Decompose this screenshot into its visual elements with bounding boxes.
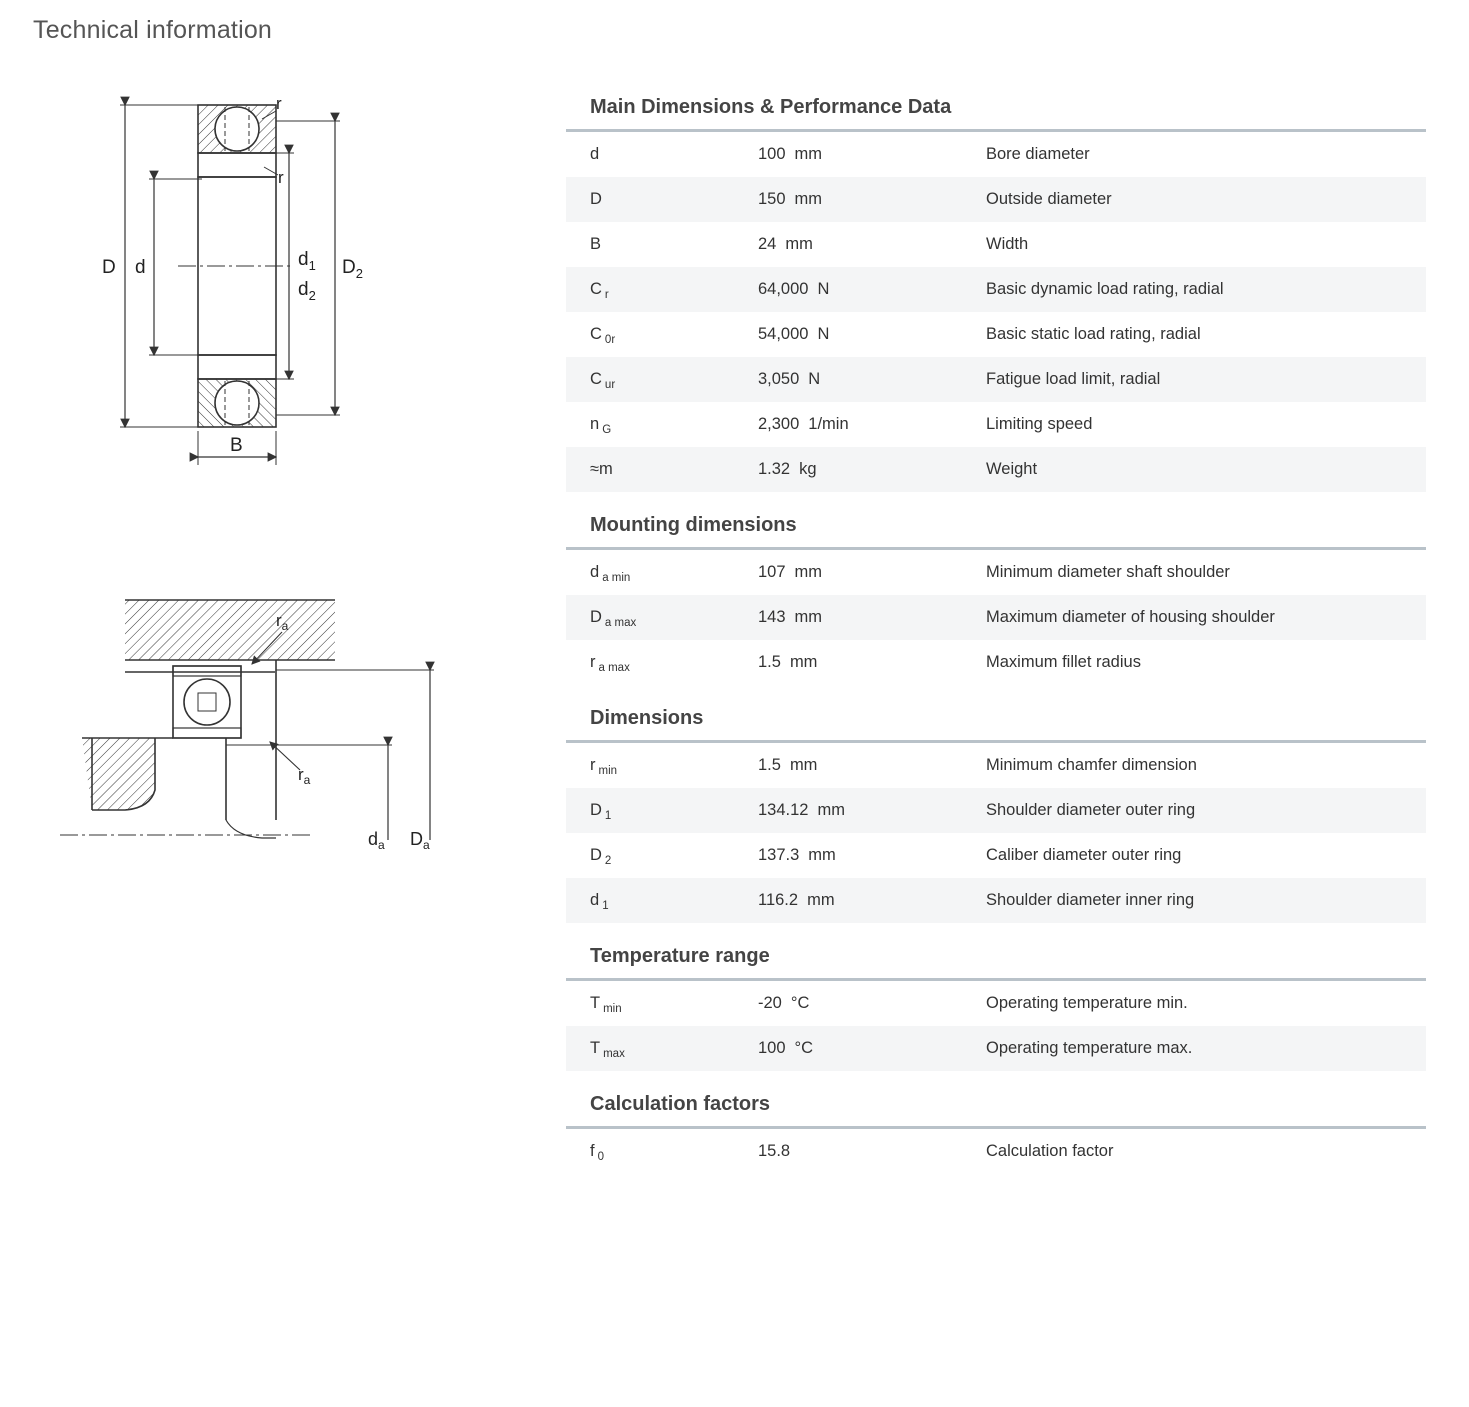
- section-title: Dimensions: [590, 707, 704, 729]
- table-row: [566, 177, 1426, 222]
- symbol: D: [590, 190, 602, 208]
- value: 143: [758, 608, 786, 626]
- value: 3,050: [758, 370, 800, 388]
- svg-text:d: d: [135, 257, 146, 278]
- symbol: T: [590, 994, 601, 1012]
- description-cell: Calculation factor: [986, 1129, 1426, 1174]
- value: 2,300: [758, 415, 800, 433]
- unit: 1/min: [808, 415, 849, 433]
- table-row: [566, 788, 1426, 833]
- spec-table: [566, 132, 1426, 492]
- symbol: d: [590, 563, 600, 581]
- unit: mm: [794, 190, 823, 208]
- symbol-subscript: max: [603, 1048, 625, 1060]
- table-row: [566, 1026, 1426, 1071]
- section-mounting-dimensions: [566, 500, 1426, 685]
- symbol-subscript: a min: [602, 572, 631, 584]
- value: 1.5: [758, 756, 781, 774]
- value-cell: [758, 357, 986, 402]
- table-row: [566, 357, 1426, 402]
- value-cell: [758, 640, 986, 685]
- value: -20: [758, 994, 782, 1012]
- unit: mm: [808, 846, 836, 864]
- description-cell: Operating temperature max.: [986, 1026, 1426, 1071]
- table-row: [566, 132, 1426, 177]
- section-title: Mounting dimensions: [590, 514, 797, 536]
- symbol-cell: [566, 267, 758, 312]
- svg-text:ra: $r_a$: [276, 611, 289, 633]
- value: 107: [758, 563, 786, 581]
- value-cell: [758, 177, 986, 222]
- table-row: [566, 640, 1426, 685]
- symbol-cell: [566, 550, 758, 595]
- value-cell: [758, 743, 986, 788]
- symbol-cell: [566, 132, 758, 177]
- symbol: C: [590, 280, 602, 298]
- svg-text:ra: $r_a$: [298, 765, 311, 787]
- symbol-cell: [566, 402, 758, 447]
- symbol-cell: [566, 177, 758, 222]
- svg-text:D: D: [102, 257, 116, 278]
- table-row: [566, 833, 1426, 878]
- table-row: [566, 1129, 1426, 1174]
- svg-text:d1: $d_1$: [298, 249, 316, 273]
- unit: N: [817, 280, 830, 298]
- symbol: ≈m: [590, 460, 613, 478]
- specifications-panel: [566, 82, 1426, 1182]
- unit: N: [817, 325, 830, 343]
- description-cell: Basic static load rating, radial: [986, 312, 1426, 357]
- symbol-subscript: a max: [604, 617, 637, 629]
- description-cell: Fatigue load limit, radial: [986, 357, 1426, 402]
- symbol: d: [590, 891, 600, 909]
- symbol: n: [590, 415, 600, 433]
- symbol: T: [590, 1039, 601, 1057]
- symbol-subscript: min: [598, 765, 618, 777]
- section-main-dimensions: [566, 82, 1426, 492]
- symbol: C: [590, 325, 602, 343]
- symbol-cell: [566, 312, 758, 357]
- symbol-subscript: r: [604, 289, 609, 301]
- table-row: [566, 312, 1426, 357]
- symbol-cell: [566, 833, 758, 878]
- symbol-subscript: min: [603, 1003, 622, 1015]
- symbol-subscript: a max: [598, 662, 630, 674]
- description-cell: Shoulder diameter inner ring: [986, 878, 1426, 923]
- section-title: Calculation factors: [590, 1093, 771, 1115]
- table-row: [566, 878, 1426, 923]
- unit: °C: [790, 994, 810, 1012]
- table-row: [566, 743, 1426, 788]
- description-cell: Minimum chamfer dimension: [986, 743, 1426, 788]
- symbol: d: [590, 145, 600, 163]
- value-cell: [758, 1129, 986, 1174]
- symbol-cell: [566, 595, 758, 640]
- value-cell: [758, 550, 986, 595]
- value-cell: [758, 788, 986, 833]
- value-cell: [758, 222, 986, 267]
- symbol-subscript: 0: [597, 1151, 604, 1163]
- value-cell: [758, 981, 986, 1026]
- table-row: [566, 447, 1426, 492]
- description-cell: Minimum diameter shaft shoulder: [986, 550, 1426, 595]
- value: 1.32: [758, 460, 791, 478]
- value-cell: [758, 402, 986, 447]
- spec-table: [566, 1129, 1426, 1174]
- value: 100: [758, 145, 786, 163]
- value-cell: [758, 267, 986, 312]
- value-cell: [758, 132, 986, 177]
- value: 24: [758, 235, 777, 253]
- value-cell: [758, 312, 986, 357]
- value-cell: [758, 595, 986, 640]
- bearing-mounting-diagram: [30, 590, 500, 890]
- description-cell: Basic dynamic load rating, radial: [986, 267, 1426, 312]
- unit: mm: [794, 563, 823, 581]
- svg-text:d2: $d_2$: [298, 279, 316, 303]
- symbol-cell: [566, 1026, 758, 1071]
- symbol-subscript: 0r: [604, 334, 616, 346]
- description-cell: Bore diameter: [986, 132, 1426, 177]
- symbol-cell: [566, 981, 758, 1026]
- description-cell: Outside diameter: [986, 177, 1426, 222]
- unit: mm: [807, 891, 835, 909]
- symbol: D: [590, 608, 602, 626]
- value: 137.3: [758, 846, 800, 864]
- value: 150: [758, 190, 786, 208]
- svg-text:r: r: [278, 168, 284, 187]
- value: 1.5: [758, 653, 781, 671]
- svg-text:r: r: [276, 94, 282, 113]
- symbol-cell: [566, 357, 758, 402]
- table-row: [566, 550, 1426, 595]
- section-calculation-factors: [566, 1079, 1426, 1174]
- symbol-subscript: ur: [604, 379, 616, 391]
- symbol-cell: [566, 447, 758, 492]
- description-cell: Caliber diameter outer ring: [986, 833, 1426, 878]
- unit: mm: [789, 653, 818, 671]
- symbol: D: [590, 801, 602, 819]
- value-cell: [758, 878, 986, 923]
- section-title: Main Dimensions & Performance Data: [590, 96, 952, 118]
- value: 100: [758, 1039, 786, 1057]
- symbol-subscript: 1: [602, 900, 609, 912]
- symbol-subscript: 2: [604, 855, 612, 867]
- symbol-cell: [566, 1129, 758, 1174]
- section-temperature-range: [566, 931, 1426, 1071]
- description-cell: Width: [986, 222, 1426, 267]
- description-cell: Maximum fillet radius: [986, 640, 1426, 685]
- value: 116.2: [758, 891, 799, 909]
- table-row: [566, 267, 1426, 312]
- symbol-subscript: 1: [604, 810, 612, 822]
- value: 64,000: [758, 280, 809, 298]
- symbol: B: [590, 235, 602, 253]
- table-row: [566, 402, 1426, 447]
- description-cell: Weight: [986, 447, 1426, 492]
- svg-text:B: B: [230, 435, 243, 456]
- svg-text:Da: $D_a$: [410, 829, 430, 852]
- value-cell: [758, 833, 986, 878]
- value: 134.12: [758, 801, 809, 819]
- value: 54,000: [758, 325, 809, 343]
- spec-table: [566, 550, 1426, 685]
- page-title: Technical information: [33, 16, 273, 44]
- symbol: r: [590, 756, 596, 774]
- bearing-diagrams: [30, 75, 530, 895]
- symbol: C: [590, 370, 602, 388]
- unit: mm: [817, 801, 845, 819]
- unit: N: [808, 370, 821, 388]
- svg-text:D2: $D_2$: [342, 257, 363, 281]
- table-row: [566, 981, 1426, 1026]
- unit: mm: [785, 235, 813, 253]
- section-title: Temperature range: [590, 945, 770, 967]
- symbol-cell: [566, 878, 758, 923]
- symbol: r: [590, 653, 596, 671]
- description-cell: Shoulder diameter outer ring: [986, 788, 1426, 833]
- table-row: [566, 222, 1426, 267]
- table-row: [566, 595, 1426, 640]
- svg-text:da: $d_a$: [368, 829, 385, 852]
- description-cell: Maximum diameter of housing shoulder: [986, 595, 1426, 640]
- unit: mm: [794, 608, 823, 626]
- symbol: D: [590, 846, 602, 864]
- spec-table: [566, 743, 1426, 923]
- bearing-cross-section-diagram: [30, 75, 530, 495]
- unit: °C: [794, 1039, 814, 1057]
- description-cell: Operating temperature min.: [986, 981, 1426, 1026]
- unit: mm: [794, 145, 823, 163]
- symbol-cell: [566, 222, 758, 267]
- symbol-cell: [566, 743, 758, 788]
- description-cell: Limiting speed: [986, 402, 1426, 447]
- spec-table: [566, 981, 1426, 1071]
- symbol: f: [590, 1142, 595, 1160]
- symbol-cell: [566, 640, 758, 685]
- value-cell: [758, 1026, 986, 1071]
- value: 15.8: [758, 1142, 791, 1160]
- symbol-cell: [566, 788, 758, 833]
- unit: kg: [799, 460, 817, 478]
- value-cell: [758, 447, 986, 492]
- section-dimensions: [566, 693, 1426, 923]
- unit: mm: [789, 756, 818, 774]
- symbol-subscript: G: [602, 424, 612, 436]
